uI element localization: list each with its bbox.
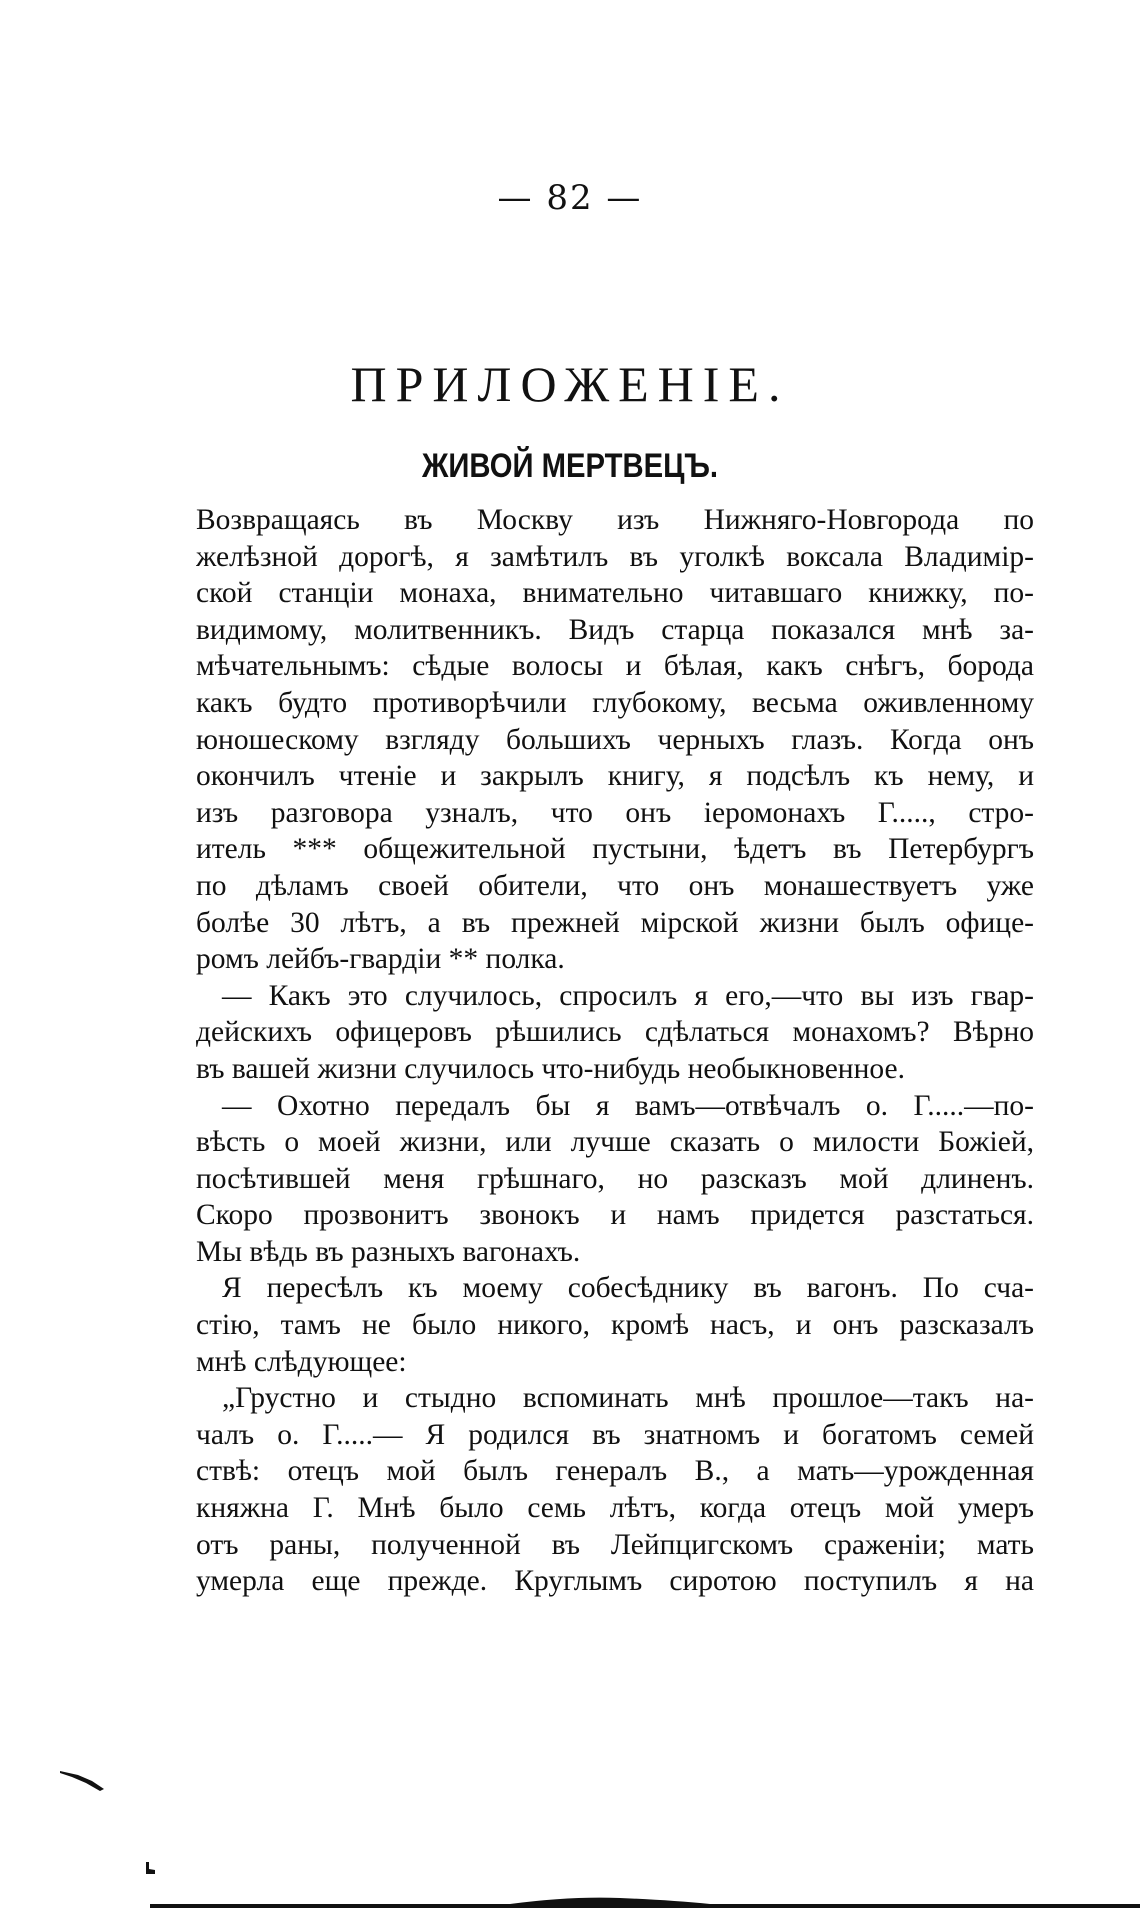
text-line: стію, тамъ не было никого, кромѣ насъ, и онъ разсказалъ <box>196 1309 1034 1342</box>
text-line: видимому, молитвенникъ. Видъ старца показался мнѣ за- <box>196 613 1034 646</box>
text-line: ромъ лейбъ-гвардіи ** полка. <box>196 943 565 976</box>
page-bottom-edge <box>150 1896 1140 1911</box>
text-line: ской станціи монаха, внимательно читавшаго книжку, по- <box>196 577 1034 610</box>
text-line: итель *** общежительной пустыни, ѣдетъ въ Петербургъ <box>196 833 1034 866</box>
text-line: ствѣ: отецъ мой былъ генералъ В., а мать—урожденная <box>196 1455 1034 1488</box>
story-title: ЖИВОЙ МЕРТВЕЦЪ. <box>421 447 719 485</box>
text-line: какъ будто противорѣчили глубокому, весьма оживленному <box>196 686 1034 719</box>
scan-artifact-mark <box>58 1767 110 1793</box>
text-line: Скоро прозвонитъ звонокъ и намъ придется разстаться. <box>196 1199 1034 1232</box>
text-line: по дѣламъ своей обители, что онъ монашествуетъ уже <box>196 869 1034 902</box>
text-line: болѣе 30 лѣтъ, а въ прежней мірской жизни былъ офице- <box>196 906 1034 939</box>
body-text <box>196 502 1034 1600</box>
text-line: окончилъ чтеніе и закрылъ книгу, я подсѣлъ къ нему, и <box>196 760 1034 793</box>
text-line: — Охотно передалъ бы я вамъ—отвѣчалъ о. Г.....—по- <box>222 1089 1034 1122</box>
text-line: Мы вѣдь въ разныхъ вагонахъ. <box>196 1235 581 1268</box>
text-line: чалъ о. Г.....— Я родился въ знатномъ и богатомъ семей <box>196 1418 1034 1451</box>
text-line: мнѣ слѣдующее: <box>196 1345 407 1378</box>
page-number: — 82 — <box>497 178 643 218</box>
text-line: мѣчательнымъ: сѣдые волосы и бѣлая, какъ снѣгъ, борода <box>196 650 1034 683</box>
section-title: ПРИЛОЖЕНІЕ. <box>350 356 790 412</box>
text-line: княжна Г. Мнѣ было семь лѣтъ, когда отецъ мой умеръ <box>196 1492 1034 1525</box>
text-line: вѣсть о моей жизни, или лучше сказать о милости Божіей, <box>196 1126 1034 1159</box>
text-line: изъ разговора узналъ, что онъ іеромонахъ Г....., стро- <box>196 796 1034 829</box>
text-line: Я пересѣлъ къ моему собесѣднику въ вагонъ. По сча- <box>222 1272 1034 1305</box>
text-line: юношескому взгляду большихъ черныхъ глазъ. Когда онъ <box>196 723 1034 756</box>
text-line: отъ раны, полученной въ Лейпцигскомъ сраженіи; мать <box>196 1528 1034 1561</box>
text-line: „Грустно и стыдно вспоминать мнѣ прошлое—такъ на- <box>222 1382 1034 1415</box>
text-line: Возвращаясь въ Москву изъ Нижняго-Новгорода по <box>196 504 1034 536</box>
text-line: желѣзной дорогѣ, я замѣтилъ въ уголкѣ воксала Владимір- <box>196 540 1034 573</box>
text-line: въ вашей жизни случилось что-нибудь необыкновенное. <box>196 1052 905 1085</box>
text-line: дейскихъ офицеровъ рѣшились сдѣлаться монахомъ? Вѣрно <box>196 1016 1034 1049</box>
text-line: — Какъ это случилось, спросилъ я его,—что вы изъ гвар- <box>222 979 1034 1012</box>
text-line: умерла еще прежде. Круглымъ сиротою поступилъ я на <box>196 1565 1034 1598</box>
scan-artifact-dot <box>143 1860 157 1876</box>
text-line: посѣтившей меня грѣшнаго, но разсказъ мой длиненъ. <box>196 1162 1034 1195</box>
